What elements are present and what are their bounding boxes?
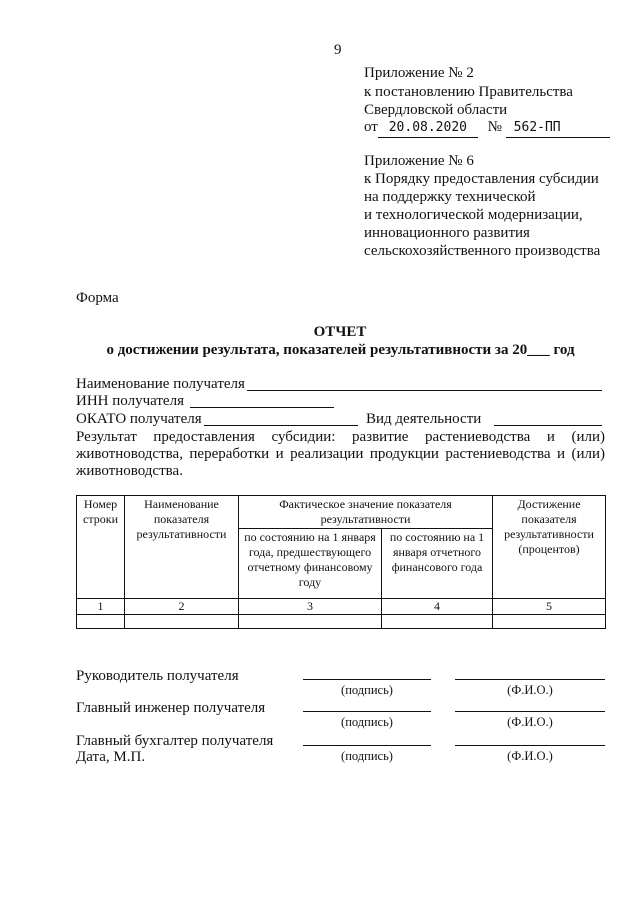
col-number-5: 5 bbox=[493, 599, 606, 615]
date-prefix: от bbox=[364, 119, 378, 135]
accountant-fio-caption: (Ф.И.О.) bbox=[507, 749, 553, 763]
table-cell bbox=[239, 615, 382, 629]
appendix2-title: Приложение № 2 bbox=[364, 65, 474, 81]
col-indicator-name: Наименование показателя результативности bbox=[125, 496, 239, 599]
appendix6-line1: к Порядку предоставления субсидии bbox=[364, 171, 599, 187]
okato-line bbox=[204, 425, 358, 426]
accountant-fio-line bbox=[455, 745, 605, 746]
table-cell bbox=[125, 615, 239, 629]
page-number: 9 bbox=[334, 42, 342, 58]
activity-label: Вид деятельности bbox=[366, 411, 482, 427]
form-label: Форма bbox=[76, 290, 119, 306]
col-number-2: 2 bbox=[125, 599, 239, 615]
recipient-name-line bbox=[247, 390, 602, 391]
recipient-name-label: Наименование получателя bbox=[76, 376, 245, 392]
col-actual-value-group: Фактическое значение показателя результативности bbox=[239, 496, 493, 529]
result-line2: животноводства, переработки и реализации продукции растениеводства и (или) bbox=[76, 446, 605, 462]
resolution-number: 562-ПП bbox=[506, 118, 610, 138]
appendix6-line4: инновационного развития bbox=[364, 225, 530, 241]
col-current-year: по состоянию на 1 января отчетного финансового года bbox=[382, 529, 493, 599]
col-number-1: 1 bbox=[77, 599, 125, 615]
appendix6-line5: сельскохозяйственного производства bbox=[364, 243, 601, 259]
result-line3: животноводства. bbox=[76, 463, 183, 479]
report-table bbox=[76, 495, 606, 629]
table-row bbox=[77, 615, 606, 629]
head-signature-line bbox=[303, 679, 431, 680]
table-cell bbox=[493, 615, 606, 629]
head-signature-caption: (подпись) bbox=[341, 683, 393, 697]
table-cell bbox=[382, 615, 493, 629]
result-line1: Результат предоставления субсидии: развитие растениеводства и (или) bbox=[76, 429, 605, 445]
appendix6-line2: на поддержку технической bbox=[364, 189, 536, 205]
engineer-signature-line bbox=[303, 711, 431, 712]
appendix6-title: Приложение № 6 bbox=[364, 153, 474, 169]
table-header-row bbox=[77, 496, 606, 529]
col-number-3: 3 bbox=[239, 599, 382, 615]
number-prefix: № bbox=[487, 119, 502, 135]
table-cell bbox=[77, 615, 125, 629]
engineer-label: Главный инженер получателя bbox=[76, 700, 266, 716]
activity-line bbox=[494, 425, 602, 426]
engineer-fio-caption: (Ф.И.О.) bbox=[507, 715, 553, 729]
accountant-signature-line bbox=[303, 745, 431, 746]
table-numbers-row bbox=[77, 599, 606, 615]
col-achievement: Достижение показателя результативности (процентов) bbox=[493, 496, 606, 599]
appendix2-line2: Свердловской области bbox=[364, 102, 508, 118]
okato-label: ОКАТО получателя bbox=[76, 411, 202, 427]
head-fio-line bbox=[455, 679, 605, 680]
col-row-number: Номер строки bbox=[77, 496, 125, 599]
accountant-label: Главный бухгалтер получателя bbox=[76, 733, 274, 749]
date-stamp-label: Дата, М.П. bbox=[76, 749, 146, 765]
report-subtitle: о достижении результата, показателей результативности за 20___ год bbox=[106, 342, 575, 358]
head-fio-caption: (Ф.И.О.) bbox=[507, 683, 553, 697]
appendix2-line1: к постановлению Правительства bbox=[364, 84, 573, 100]
report-title: ОТЧЕТ bbox=[313, 324, 367, 340]
inn-line bbox=[190, 407, 334, 408]
head-label: Руководитель получателя bbox=[76, 668, 239, 684]
col-number-4: 4 bbox=[382, 599, 493, 615]
inn-label: ИНН получателя bbox=[76, 393, 184, 409]
appendix2-date-row bbox=[364, 118, 610, 138]
resolution-date: 20.08.2020 bbox=[378, 118, 478, 138]
col-prev-year: по состоянию на 1 января года, предшествующего отчетному финансовому году bbox=[239, 529, 382, 599]
appendix6-line3: и технологической модернизации, bbox=[364, 207, 583, 223]
engineer-fio-line bbox=[455, 711, 605, 712]
accountant-signature-caption: (подпись) bbox=[341, 749, 393, 763]
engineer-signature-caption: (подпись) bbox=[341, 715, 393, 729]
